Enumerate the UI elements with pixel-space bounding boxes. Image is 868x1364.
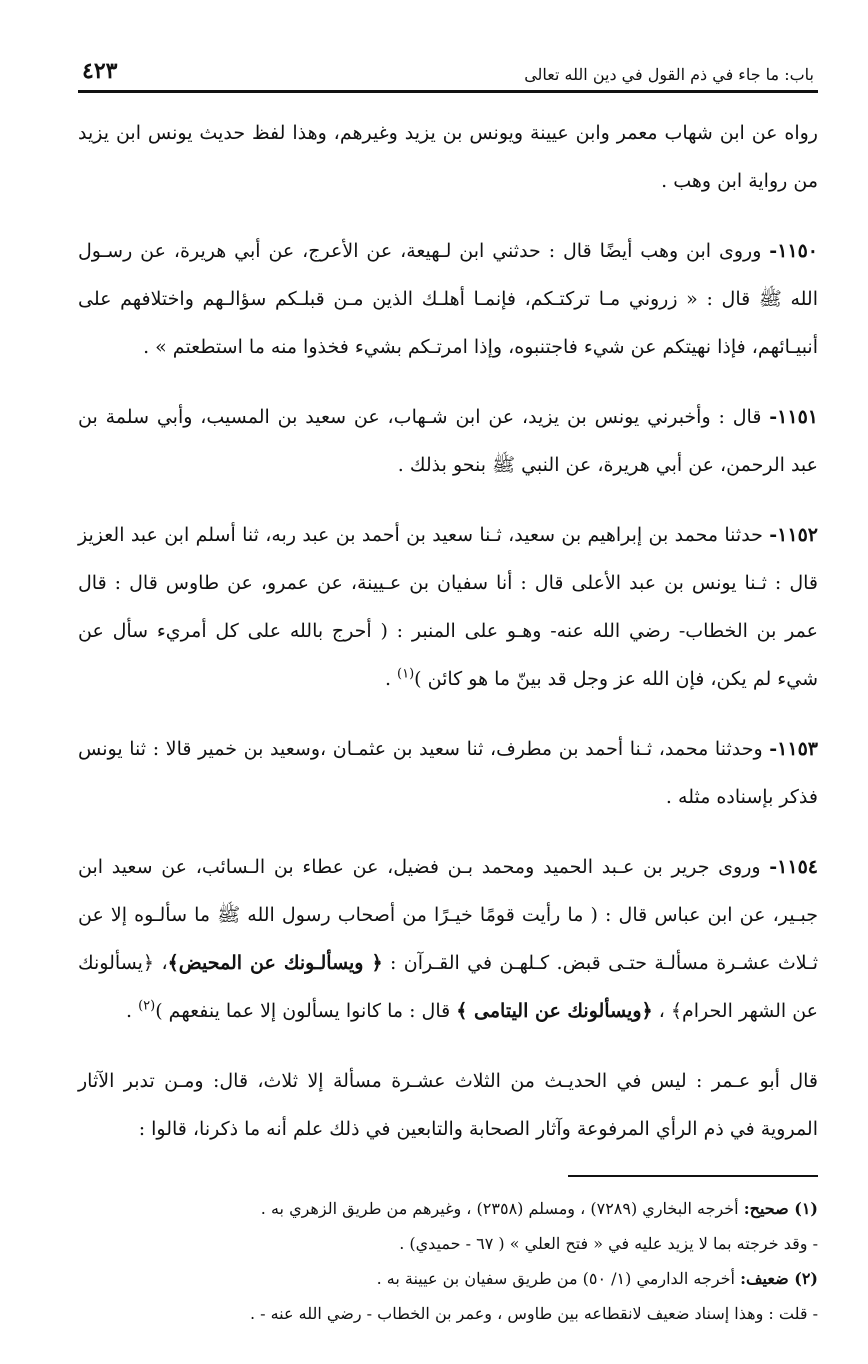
footnote-1-note (78, 1226, 818, 1261)
footnote-text: - قلت : وهذا إسناد ضعيف لانقطاعه بين طاوس ، وعمر بن الخطاب - رضي الله عنه - . (249, 1304, 818, 1323)
hadith-text: قال : ما كانوا يسألون إلا عما ينفعهم ) (155, 1000, 457, 1022)
footnotes (78, 1191, 818, 1331)
quran-quote: ﴿ويسألونك عن اليتامى ﴾ (456, 1000, 653, 1022)
hadith-number: ١١٥٢- (769, 524, 818, 546)
hadith-number: ١١٥٣- (769, 738, 818, 760)
paragraph-text: رواه عن ابن شهاب معمر وابن عيينة ويونس بن يزيد وغيرهم، وهذا لفظ حديث يونس ابن يزيد من رواية ابن وهب . (78, 122, 818, 192)
hadith-text: وروى جرير بن عـبد الحميد ومحمد بـن فضيل، عن عطاء بن الـسائب، عن سعيد ابن جبـير، عن ابن عباس قال : ( ما رأيت قومًا خيـرًا من أصحاب رسول الله ﷺ ما سألـوه إلا عن ثـلاث عشـرة مسألـة حتـى قبض. كـلهـن في القـرآن : (78, 856, 818, 974)
hadith-text-end: . (384, 668, 398, 690)
footnote-2-note (78, 1296, 818, 1331)
hadith-text: حدثنا محمد بن إبراهيم بن سعيد، ثـنا سعيد بن أحمد بن عبد ربه، ثنا أسلم ابن عبد العزيز قال : ثـنا يونس بن عبد الأعلى قال : أنا سفيان بن عـيينة، عن عمرو، عن طاوس قال : قال عمر بن الخطاب- رضي الله عنه- وهـو على المنبر : ( أحرج بالله على كل أمريء سأل عن شيء لم يكن، فإن الله عز وجل قد بينّ ما هو كائن ) (78, 524, 818, 690)
footnote-label: (٢) ضعيف: (740, 1269, 818, 1288)
page-number: ٤٢٣ (82, 58, 118, 84)
hadith-1151 (78, 393, 818, 489)
main-text (78, 109, 818, 1153)
footnote-ref[interactable]: (١) (397, 666, 415, 682)
footnote-divider (568, 1175, 818, 1177)
footnote-text: أخرجه البخاري (٧٢٨٩) ، ومسلم (٢٣٥٨) ، وغيرهم من طريق الزهري به . (260, 1199, 744, 1218)
hadith-1150 (78, 227, 818, 371)
hadith-text: ، ﴿يسألونك عن الشهر الحرام﴾ ، (78, 952, 818, 1022)
footnote-ref[interactable]: (٢) (138, 998, 156, 1014)
hadith-1152 (78, 511, 818, 703)
hadith-number: ١١٥٤- (769, 856, 818, 878)
footnote-2 (78, 1261, 818, 1296)
paragraph-intro (78, 109, 818, 205)
footnote-1 (78, 1191, 818, 1226)
hadith-text: قال : وأخبرني يونس بن يزيد، عن ابن شـهاب، عن سعيد بن المسيب، وأبي سلمة بن عبد الرحمن، عن أبي هريرة، عن النبي ﷺ بنحو بذلك . (78, 406, 818, 476)
hadith-1153 (78, 725, 818, 821)
paragraph-text: قال أبو عـمر : ليس في الحديـث من الثلاث عشـرة مسألة إلا ثلاث، قال: ومـن تدبر الآثار المروية في ذم الرأي المرفوعة وآثار الصحابة والتابعين في ذلك علم أنه ما ذكرنا، قالوا : (78, 1070, 818, 1140)
running-header (78, 58, 818, 93)
hadith-text: وروى ابن وهب أيضًا قال : حدثني ابن لـهيعة، عن الأعرج، عن أبي هريرة، عن رسـول الله ﷺ قال : « زروني مـا تركتـكم، فإنمـا أهلـك الذين مـن قبلـكم سؤالـهم واختلافهم على أنبيـائهم، فإذا نهيتكم عن شيء فاجتنبوه، وإذا امرتـكم بشيء فخذوا منه ما استطعتم » . (78, 240, 818, 358)
hadith-number: ١١٥٠- (769, 240, 819, 262)
hadith-1154 (78, 843, 818, 1035)
chapter-title: باب: ما جاء في ذم القول في دين الله تعالى (524, 65, 814, 84)
hadith-text: وحدثنا محمد، ثـنا أحمد بن مطرف، ثنا سعيد بن عثمـان ،وسعيد بن خمير قالا : ثنا يونس فذكر بإسناده مثله . (78, 738, 818, 808)
footnote-text: أخرجه الدارمي (١/ ٥٠) من طريق سفيان بن عيينة به . (376, 1269, 741, 1288)
footnote-text: - وقد خرجته بما لا يزيد عليه في « فتح العلي » ( ٦٧ - حميدي) . (399, 1234, 818, 1253)
hadith-text-end: . (126, 1000, 139, 1022)
paragraph-commentary (78, 1057, 818, 1153)
footnote-label: (١) صحيح: (743, 1199, 818, 1218)
hadith-number: ١١٥١- (769, 406, 818, 428)
quran-quote: ﴿ ويسألـونك عن المحيض﴾ (167, 952, 383, 974)
